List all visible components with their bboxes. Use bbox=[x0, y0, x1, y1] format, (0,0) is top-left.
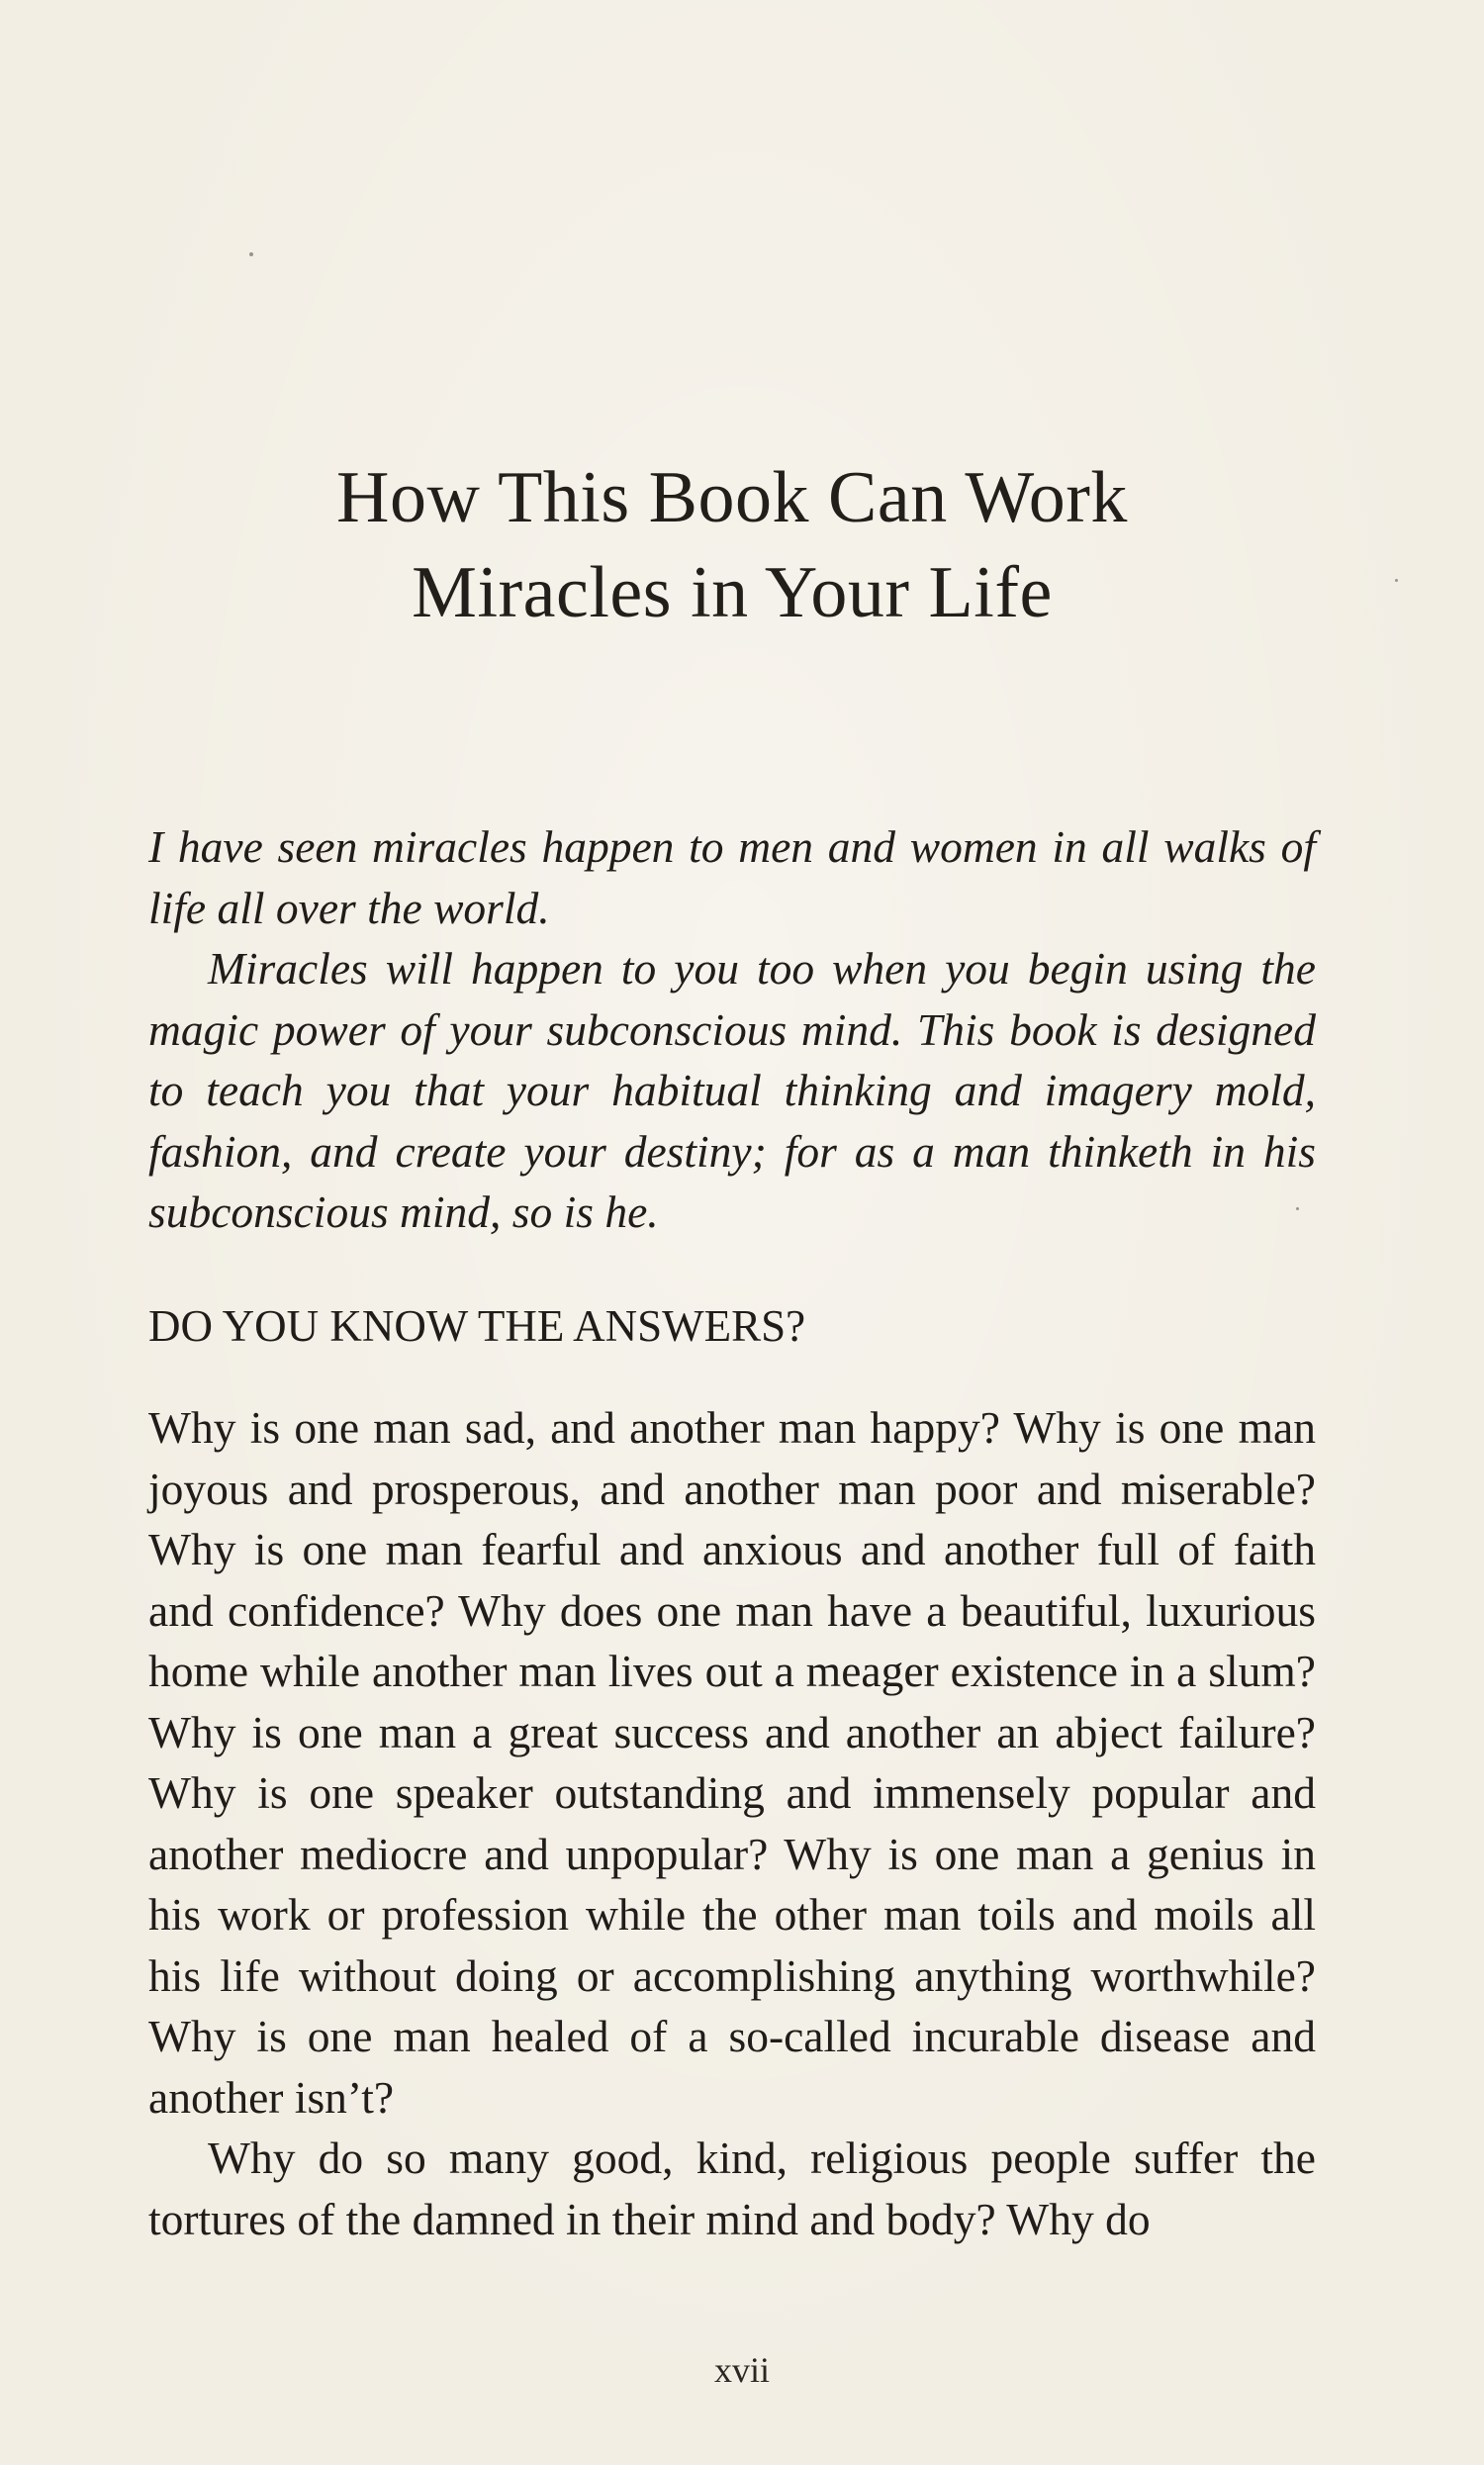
chapter-title-line-1: How This Book Can Work bbox=[336, 457, 1128, 538]
paper-speck bbox=[1296, 1207, 1299, 1210]
page-number: xvii bbox=[713, 2350, 770, 2390]
section-paragraph-2: Why do so many good, kind, religious people suffer the tortures of the damned in their mind and body? Why do bbox=[148, 2133, 1316, 2244]
paper-speck bbox=[249, 252, 253, 256]
section-paragraph-1: Why is one man sad, and another man happy? Why is one man joyous and prosperous, and another man poor and miserable? Why is one man fearful and anxious and another full of faith and confidence? Why does one man have a beautiful, luxurious home while another man lives out a meager existence in a slum? Why is one man a great success and another an abject failure? Why is one speaker outstanding and immensely popular and another mediocre and unpopular? Why is one man a genius in his work or profession while the other man toils and moils all his life without doing or accomplishing anything worthwhile? Why is one man healed of a so-called incurable disease and another isn’t? bbox=[148, 1402, 1316, 2123]
intro-paragraph-2: Miracles will happen to you too when you begin using the magic power of your subconscious mind. This book is designed to teach you that your habitual thinking and imagery mold, fashion, and create your destiny; for as a man thinketh in his subconscious mind, so is he. bbox=[148, 943, 1316, 1237]
section-heading: DO YOU KNOW THE ANSWERS? bbox=[148, 1301, 806, 1351]
chapter-title bbox=[148, 450, 1316, 640]
intro-text bbox=[148, 816, 1316, 1243]
paper-speck bbox=[1395, 579, 1398, 582]
section-body bbox=[148, 1397, 1316, 2249]
intro-paragraph-1: I have seen miracles happen to men and women in all walks of life all over the world. bbox=[148, 821, 1316, 933]
chapter-title-line-2: Miracles in Your Life bbox=[412, 552, 1053, 633]
